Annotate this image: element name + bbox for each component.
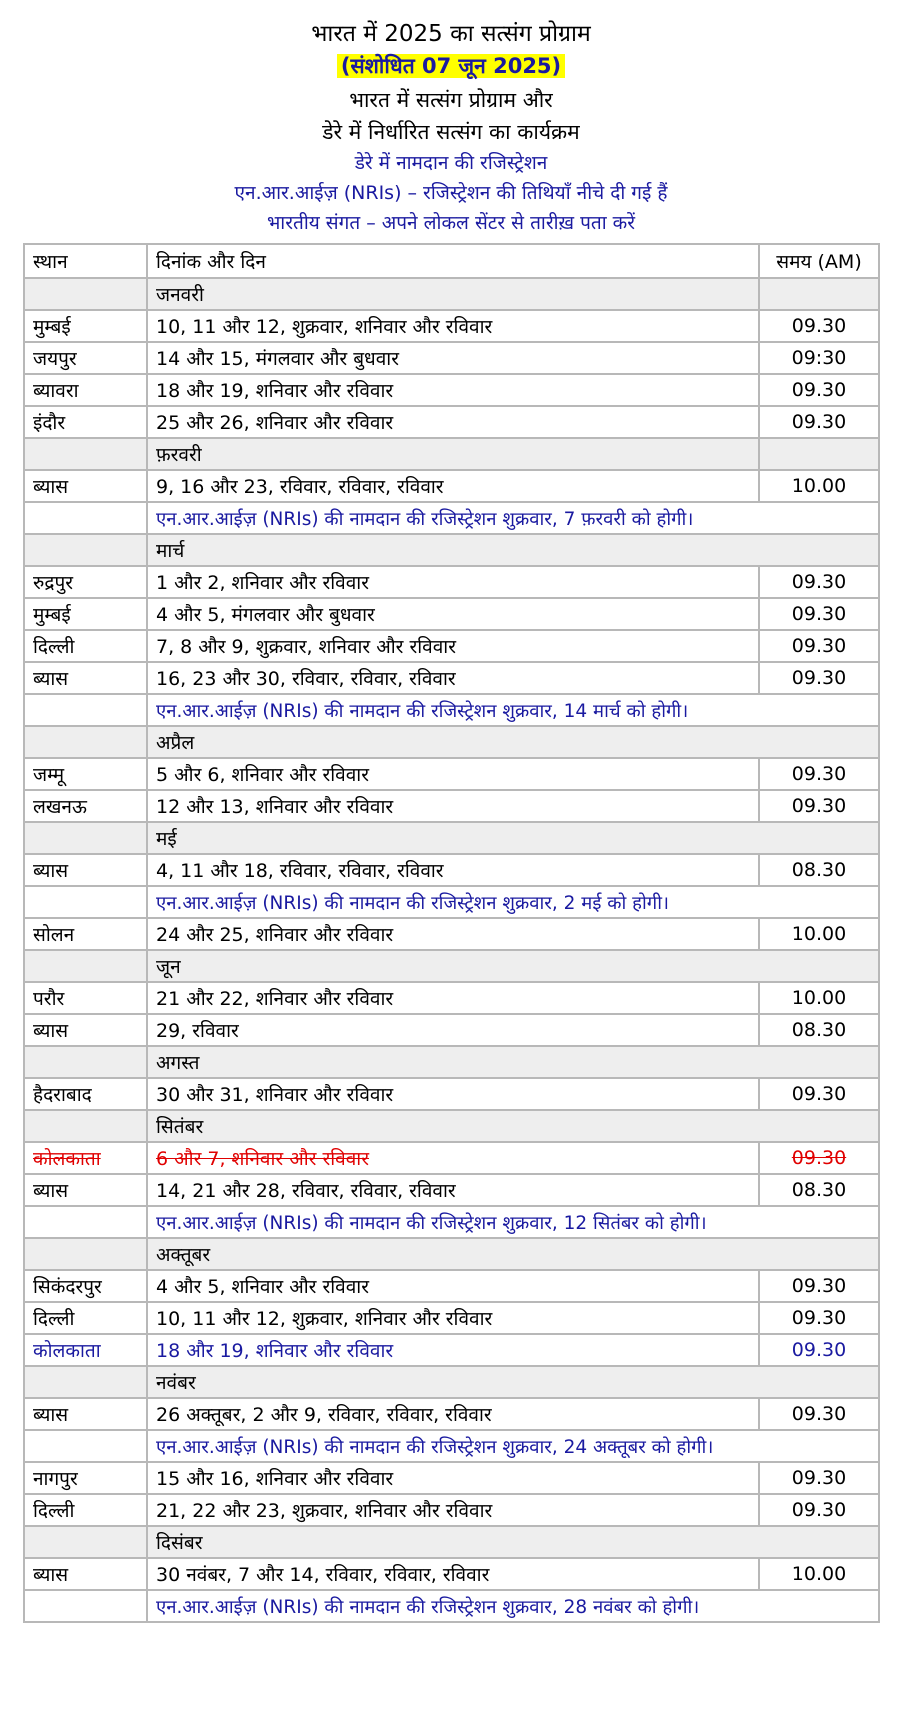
page-title: भारत में 2025 का सत्संग प्रोग्राम — [311, 21, 591, 47]
time-cell: 10.00 — [759, 1558, 879, 1590]
place-cell: सोलन — [24, 918, 147, 950]
date-cell: 25 और 26, शनिवार और रविवार — [147, 406, 759, 438]
place-cell: दिल्ली — [24, 630, 147, 662]
time-cell: 09.30 — [759, 758, 879, 790]
nri-registration-note: एन.आर.आईज़ (NRIs) की नामदान की रजिस्ट्रेशन शुक्रवार, 24 अक्तूबर को होगी। — [147, 1430, 879, 1462]
month-label: मार्च — [147, 534, 879, 566]
month-row — [24, 438, 879, 470]
place-cell: जयपुर — [24, 342, 147, 374]
month-empty-cell — [24, 950, 147, 982]
nri-registration-note: एन.आर.आईज़ (NRIs) की नामदान की रजिस्ट्रेशन शुक्रवार, 12 सितंबर को होगी। — [147, 1206, 879, 1238]
place-cell: कोलकाता — [24, 1142, 147, 1174]
schedule-row — [24, 1078, 879, 1110]
schedule-row — [24, 1174, 879, 1206]
time-cell: 09.30 — [759, 1302, 879, 1334]
month-label: मई — [147, 822, 879, 854]
time-cell: 10.00 — [759, 470, 879, 502]
page-header — [0, 18, 902, 238]
nri-registration-note: एन.आर.आईज़ (NRIs) – रजिस्ट्रेशन की तिथियाँ नीचे दी गई हैं — [234, 182, 668, 204]
schedule-row — [24, 374, 879, 406]
schedule-row — [24, 1270, 879, 1302]
month-row — [24, 534, 879, 566]
nri-registration-row — [24, 502, 879, 534]
month-label: अप्रैल — [147, 726, 879, 758]
date-cell: 15 और 16, शनिवार और रविवार — [147, 1462, 759, 1494]
time-cell: 10.00 — [759, 918, 879, 950]
month-row — [24, 726, 879, 758]
place-cell: कोलकाता — [24, 1334, 147, 1366]
date-cell: 26 अक्तूबर, 2 और 9, रविवार, रविवार, रविवार — [147, 1398, 759, 1430]
nri-empty-cell — [24, 1430, 147, 1462]
column-header-place: स्थान — [24, 244, 147, 278]
time-cell: 09.30 — [759, 662, 879, 694]
date-cell: 4 और 5, शनिवार और रविवार — [147, 1270, 759, 1302]
place-cell: ब्यास — [24, 1558, 147, 1590]
month-label: फ़रवरी — [147, 438, 759, 470]
date-cell: 18 और 19, शनिवार और रविवार — [147, 374, 759, 406]
schedule-row — [24, 662, 879, 694]
month-label: जून — [147, 950, 879, 982]
date-cell: 4 और 5, मंगलवार और बुधवार — [147, 598, 759, 630]
date-cell: 12 और 13, शनिवार और रविवार — [147, 790, 759, 822]
place-cell: हैदराबाद — [24, 1078, 147, 1110]
nri-registration-note: एन.आर.आईज़ (NRIs) की नामदान की रजिस्ट्रेशन शुक्रवार, 2 मई को होगी। — [147, 886, 879, 918]
nri-empty-cell — [24, 1590, 147, 1622]
month-empty-cell — [24, 278, 147, 310]
time-cell: 09.30 — [759, 1398, 879, 1430]
month-row — [24, 822, 879, 854]
nri-registration-note: एन.आर.आईज़ (NRIs) की नामदान की रजिस्ट्रेशन शुक्रवार, 14 मार्च को होगी। — [147, 694, 879, 726]
schedule-row — [24, 790, 879, 822]
date-cell: 4, 11 और 18, रविवार, रविवार, रविवार — [147, 854, 759, 886]
schedule-row — [24, 758, 879, 790]
month-label: अगस्त — [147, 1046, 879, 1078]
subtitle-line-2: डेरे में निर्धारित सत्संग का कार्यक्रम — [322, 120, 580, 144]
place-cell: नागपुर — [24, 1462, 147, 1494]
schedule-row — [24, 310, 879, 342]
date-cell: 5 और 6, शनिवार और रविवार — [147, 758, 759, 790]
schedule-row — [24, 1494, 879, 1526]
place-cell: रुद्रपुर — [24, 566, 147, 598]
month-empty-cell — [24, 1110, 147, 1142]
nri-empty-cell — [24, 886, 147, 918]
schedule-row — [24, 982, 879, 1014]
month-empty-cell — [24, 534, 147, 566]
time-cell: 09.30 — [759, 1142, 879, 1174]
place-cell: दिल्ली — [24, 1494, 147, 1526]
revision-note: (संशोधित 07 जून 2025) — [337, 54, 565, 78]
time-cell: 09:30 — [759, 342, 879, 374]
time-cell: 09.30 — [759, 1078, 879, 1110]
schedule-row — [24, 1302, 879, 1334]
time-cell: 09.30 — [759, 598, 879, 630]
nri-empty-cell — [24, 1206, 147, 1238]
time-cell: 08.30 — [759, 1174, 879, 1206]
month-row — [24, 1526, 879, 1558]
nri-registration-row — [24, 1206, 879, 1238]
time-cell: 09.30 — [759, 1494, 879, 1526]
nri-registration-row — [24, 694, 879, 726]
schedule-row — [24, 1558, 879, 1590]
date-cell: 10, 11 और 12, शुक्रवार, शनिवार और रविवार — [147, 310, 759, 342]
schedule-row — [24, 1334, 879, 1366]
nri-empty-cell — [24, 694, 147, 726]
place-cell: लखनऊ — [24, 790, 147, 822]
date-cell: 6 और 7, शनिवार और रविवार — [147, 1142, 759, 1174]
subtitle-line-1: भारत में सत्संग प्रोग्राम और — [349, 88, 553, 112]
month-row — [24, 1238, 879, 1270]
month-row — [24, 1366, 879, 1398]
time-cell: 09.30 — [759, 566, 879, 598]
table-header-row — [24, 244, 879, 278]
place-cell: ब्यास — [24, 854, 147, 886]
place-cell: ब्यास — [24, 1014, 147, 1046]
month-empty-cell — [24, 1238, 147, 1270]
schedule-row — [24, 854, 879, 886]
date-cell: 7, 8 और 9, शुक्रवार, शनिवार और रविवार — [147, 630, 759, 662]
date-cell: 14 और 15, मंगलवार और बुधवार — [147, 342, 759, 374]
date-cell: 18 और 19, शनिवार और रविवार — [147, 1334, 759, 1366]
place-cell: इंदौर — [24, 406, 147, 438]
nri-registration-row — [24, 1430, 879, 1462]
schedule-row — [24, 470, 879, 502]
place-cell: सिकंदरपुर — [24, 1270, 147, 1302]
place-cell: दिल्ली — [24, 1302, 147, 1334]
nri-registration-row — [24, 886, 879, 918]
time-cell: 09.30 — [759, 374, 879, 406]
schedule-row — [24, 406, 879, 438]
month-label: नवंबर — [147, 1366, 879, 1398]
place-cell: ब्यास — [24, 662, 147, 694]
time-cell: 09.30 — [759, 406, 879, 438]
month-empty-cell — [24, 1366, 147, 1398]
time-cell: 09.30 — [759, 630, 879, 662]
month-empty-cell — [24, 822, 147, 854]
time-cell: 10.00 — [759, 982, 879, 1014]
place-cell: ब्यास — [24, 1174, 147, 1206]
month-empty-cell — [24, 1046, 147, 1078]
column-header-time: समय (AM) — [759, 244, 879, 278]
time-cell: 08.30 — [759, 854, 879, 886]
nri-registration-note: एन.आर.आईज़ (NRIs) की नामदान की रजिस्ट्रेशन शुक्रवार, 28 नवंबर को होगी। — [147, 1590, 879, 1622]
month-empty-cell — [24, 438, 147, 470]
schedule-row — [24, 342, 879, 374]
date-cell: 30 और 31, शनिवार और रविवार — [147, 1078, 759, 1110]
month-time-cell — [759, 438, 879, 470]
time-cell: 08.30 — [759, 1014, 879, 1046]
schedule-row — [24, 1142, 879, 1174]
month-time-cell — [759, 278, 879, 310]
date-cell: 21, 22 और 23, शुक्रवार, शनिवार और रविवार — [147, 1494, 759, 1526]
schedule-row — [24, 566, 879, 598]
schedule-row — [24, 630, 879, 662]
nri-registration-row — [24, 1590, 879, 1622]
time-cell: 09.30 — [759, 1334, 879, 1366]
place-cell: मुम्बई — [24, 598, 147, 630]
month-row — [24, 950, 879, 982]
month-row — [24, 1110, 879, 1142]
place-cell: जम्मू — [24, 758, 147, 790]
time-cell: 09.30 — [759, 1270, 879, 1302]
nri-empty-cell — [24, 502, 147, 534]
time-cell: 09.30 — [759, 790, 879, 822]
month-row — [24, 1046, 879, 1078]
date-cell: 24 और 25, शनिवार और रविवार — [147, 918, 759, 950]
date-cell: 10, 11 और 12, शुक्रवार, शनिवार और रविवार — [147, 1302, 759, 1334]
month-label: सितंबर — [147, 1110, 879, 1142]
schedule-row — [24, 598, 879, 630]
date-cell: 1 और 2, शनिवार और रविवार — [147, 566, 759, 598]
time-cell: 09.30 — [759, 310, 879, 342]
date-cell: 29, रविवार — [147, 1014, 759, 1046]
schedule-row — [24, 1462, 879, 1494]
date-cell: 14, 21 और 28, रविवार, रविवार, रविवार — [147, 1174, 759, 1206]
month-empty-cell — [24, 726, 147, 758]
place-cell: मुम्बई — [24, 310, 147, 342]
month-label: दिसंबर — [147, 1526, 879, 1558]
schedule-row — [24, 1398, 879, 1430]
schedule-row — [24, 918, 879, 950]
schedule-table — [23, 243, 880, 1623]
date-cell: 30 नवंबर, 7 और 14, रविवार, रविवार, रविवार — [147, 1558, 759, 1590]
date-cell: 16, 23 और 30, रविवार, रविवार, रविवार — [147, 662, 759, 694]
place-cell: परौर — [24, 982, 147, 1014]
place-cell: ब्यास — [24, 1398, 147, 1430]
place-cell: ब्यास — [24, 470, 147, 502]
indian-sangat-note: भारतीय संगत – अपने लोकल सेंटर से तारीख़ पता करें — [266, 212, 636, 234]
place-cell: ब्यावरा — [24, 374, 147, 406]
month-empty-cell — [24, 1526, 147, 1558]
nri-registration-note: एन.आर.आईज़ (NRIs) की नामदान की रजिस्ट्रेशन शुक्रवार, 7 फ़रवरी को होगी। — [147, 502, 879, 534]
registration-heading: डेरे में नामदान की रजिस्ट्रेशन — [354, 152, 548, 174]
date-cell: 21 और 22, शनिवार और रविवार — [147, 982, 759, 1014]
month-row — [24, 278, 879, 310]
month-label: अक्तूबर — [147, 1238, 879, 1270]
time-cell: 09.30 — [759, 1462, 879, 1494]
schedule-row — [24, 1014, 879, 1046]
column-header-date: दिनांक और दिन — [147, 244, 759, 278]
date-cell: 9, 16 और 23, रविवार, रविवार, रविवार — [147, 470, 759, 502]
month-label: जनवरी — [147, 278, 759, 310]
